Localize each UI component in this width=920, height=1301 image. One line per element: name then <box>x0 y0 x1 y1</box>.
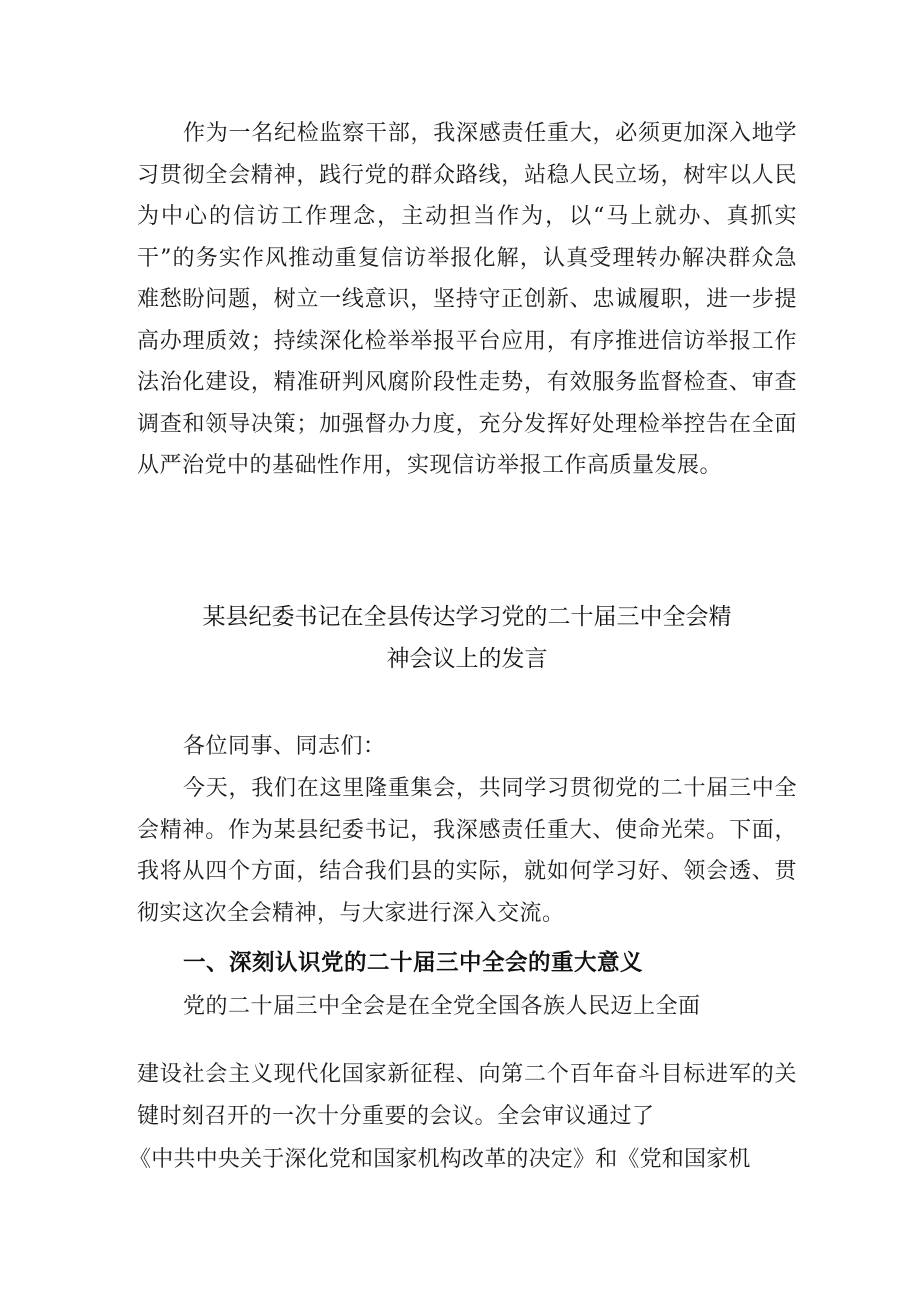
paragraph-significance-first-line: 党的二十届三中全会是在全党全国各族人民迈上全面 <box>183 994 701 1019</box>
salutation: 各位同事、同志们： <box>183 734 386 759</box>
paragraph-significance-last-line: 《中共中央关于深化党和国家机构改革的决定》和《党和国家机 <box>129 1147 751 1172</box>
paragraph-opening: 今天，我们在这里隆重集会，共同学习贯彻党的二十届三中全会精神。作为某县纪委书记，我深感责任重大、使命光荣。下面，我将从四个方面，结合我们县的实际，就如何学习好、领会透、贯彻实这次全会精神，与大家进行深入交流。 <box>137 776 797 926</box>
paragraph-responsibility: 作为一名纪检监察干部，我深感责任重大，必须更加深入地学习贯彻全会精神，践行党的群众路线，站稳人民立场，树牢以人民为中心的信访工作理念，主动担当作为，以“马上就办、真抓实干”的务实作风推动重复信访举报化解，认真受理转办解决群众急难愁盼问题，树立一线意识，坚持守正创新、忠诚履职，进一步提高办理质效；持续深化检举举报平台应用，有序推进信访举报工作法治化建设，精准研判风腐阶段性走势，有效服务监督检查、审查调查和领导决策；加强督办力度，充分发挥好处理检举控告在全面从严治党中的基础性作用，实现信访举报工作高质量发展。 <box>137 121 797 478</box>
speech-title-line-1: 某县纪委书记在全县传达学习党的二十届三中全会精 <box>202 604 732 630</box>
speech-title-line-2: 神会议上的发言 <box>386 646 548 672</box>
paragraph-significance-continued: 建设社会主义现代化国家新征程、向第二个百年奋斗目标进军的关键时刻召开的一次十分重要的会议。全会审议通过了 <box>137 1062 797 1129</box>
section-heading-1: 一、深刻认识党的二十届三中全会的重大意义 <box>183 950 644 976</box>
